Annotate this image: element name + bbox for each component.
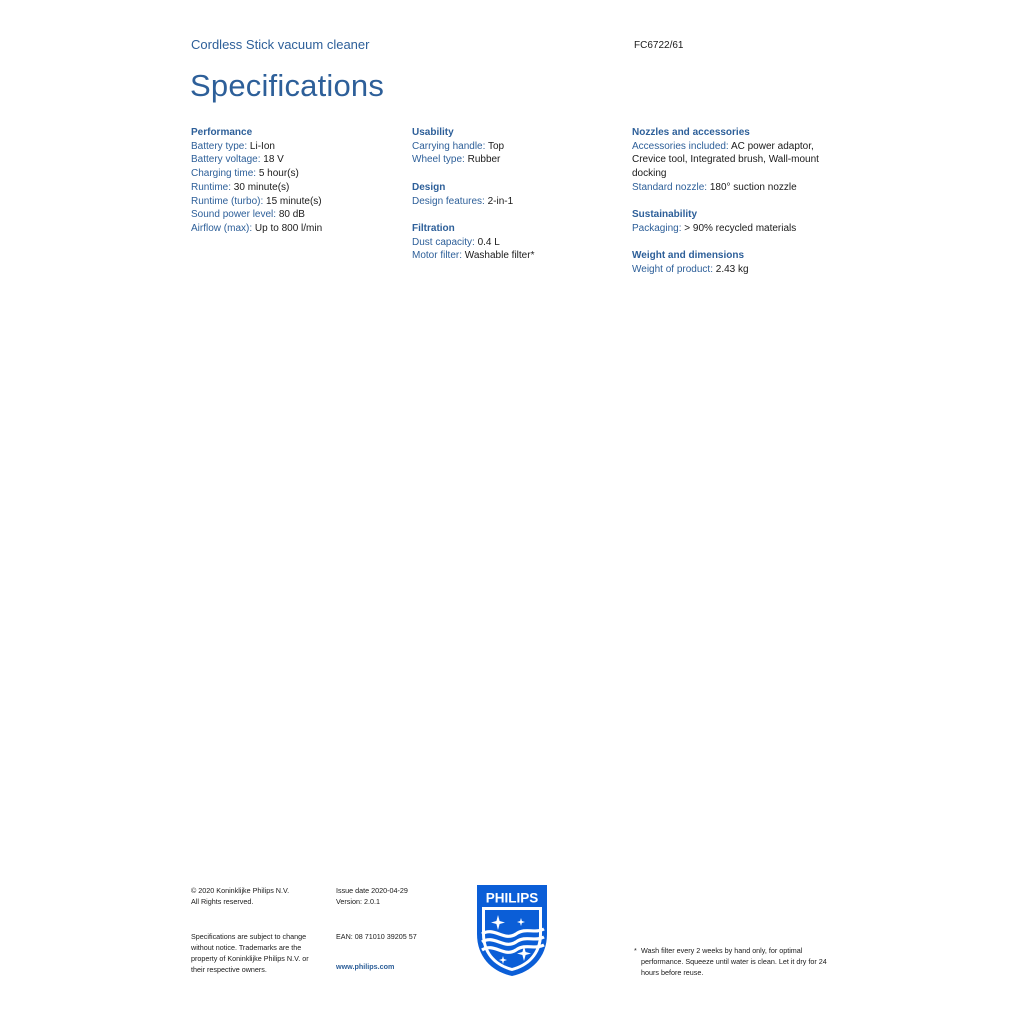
page-title: Specifications [190, 68, 385, 103]
spec-row [191, 208, 391, 222]
spec-label: Charging time: [191, 168, 257, 180]
spec-column-2 [412, 126, 612, 277]
spec-row [632, 222, 832, 236]
spec-label: Packaging: [632, 222, 682, 234]
spec-row [412, 195, 612, 209]
disclaimer: Specifications are subject to change without notice. Trademarks are the property of Koninklijke Philips N.V. or their respective owners. [191, 932, 309, 974]
spec-row [191, 140, 391, 154]
spec-label: Accessories included: [632, 140, 729, 152]
spec-section [412, 222, 612, 263]
spec-row [632, 181, 832, 195]
spec-row [412, 140, 612, 154]
version: Version: 2.0.1 [336, 897, 380, 906]
spec-value: 18 V [263, 154, 284, 166]
issue-info [336, 885, 446, 907]
spec-section [412, 126, 612, 167]
spec-value: 30 minute(s) [233, 181, 290, 193]
spec-value: Up to 800 l/min [254, 222, 323, 234]
footnote [634, 945, 844, 978]
product-line: Cordless Stick vacuum cleaner [191, 37, 370, 52]
spec-value: 0.4 L [477, 236, 500, 248]
spec-label: Wheel type: [412, 154, 465, 166]
spec-label: Carrying handle: [412, 140, 486, 152]
section-heading: Nozzles and accessories [632, 127, 750, 138]
ean-code: EAN: 08 71010 39205 57 [336, 932, 417, 941]
spec-value: Li-Ion [249, 140, 275, 152]
spec-section [632, 249, 832, 276]
footnote-marker: * [634, 946, 637, 955]
philips-shield-logo [474, 882, 550, 978]
spec-value: 2.43 kg [715, 264, 749, 275]
spec-row [191, 222, 391, 236]
spec-row [191, 153, 391, 167]
section-heading: Filtration [412, 222, 455, 234]
section-heading: Weight and dimensions [632, 250, 745, 262]
issue-date: Issue date 2020-04-29 [336, 886, 408, 895]
model-code: FC6722/61 [634, 40, 684, 51]
spec-row [412, 153, 612, 167]
spec-value: AC power adaptor, Crevice tool, Integrated brush, Wall-mount docking [632, 140, 819, 180]
spec-row [632, 140, 832, 181]
spec-label: Motor filter: [412, 250, 463, 262]
spec-label: Battery voltage: [191, 154, 261, 166]
spec-row [412, 236, 612, 250]
spec-column-1 [191, 126, 391, 249]
spec-row [191, 181, 391, 195]
rights-line: All Rights reserved. [191, 897, 254, 906]
spec-value: Top [487, 140, 505, 152]
spec-value: 15 minute(s) [266, 195, 322, 207]
spec-row [412, 249, 612, 263]
spec-label: Airflow (max): [191, 222, 253, 234]
spec-section [191, 126, 391, 236]
spec-value: > 90% recycled materials [684, 222, 797, 234]
spec-value: Rubber [467, 154, 501, 166]
spec-label: Design features: [412, 195, 485, 207]
website-link[interactable]: www.philips.com [336, 962, 395, 971]
section-heading: Sustainability [632, 209, 698, 221]
spec-column-3 [632, 126, 832, 290]
spec-value: 180° suction nozzle [709, 181, 797, 193]
spec-value: Washable filter* [464, 250, 535, 262]
spec-section [632, 208, 832, 235]
spec-label: Runtime: [191, 181, 232, 193]
spec-row [191, 195, 391, 209]
footnote-text: Wash filter every 2 weeks by hand only, for optimal performance. Squeeze until water is clean. Let it dry for 24 hours before reuse. [641, 946, 827, 977]
spec-value: 5 hour(s) [258, 168, 299, 180]
spec-value: 80 dB [278, 209, 305, 221]
spec-section [632, 126, 832, 195]
section-heading: Performance [191, 127, 253, 138]
copyright-notice [191, 885, 321, 907]
spec-label: Runtime (turbo): [191, 195, 264, 207]
logo-wordmark: PHILIPS [485, 890, 539, 906]
spec-section [412, 181, 612, 208]
spec-row [632, 263, 832, 277]
section-heading: Usability [412, 127, 454, 138]
spec-label: Sound power level: [191, 209, 277, 221]
spec-label: Standard nozzle: [632, 181, 708, 193]
section-heading: Design [412, 181, 446, 193]
spec-label: Battery type: [191, 140, 248, 152]
spec-label: Weight of product: [632, 264, 713, 275]
spec-value: 2-in-1 [487, 195, 514, 207]
spec-label: Dust capacity: [412, 236, 475, 248]
copyright-line: © 2020 Koninklijke Philips N.V. [191, 886, 290, 895]
spec-row [191, 167, 391, 181]
